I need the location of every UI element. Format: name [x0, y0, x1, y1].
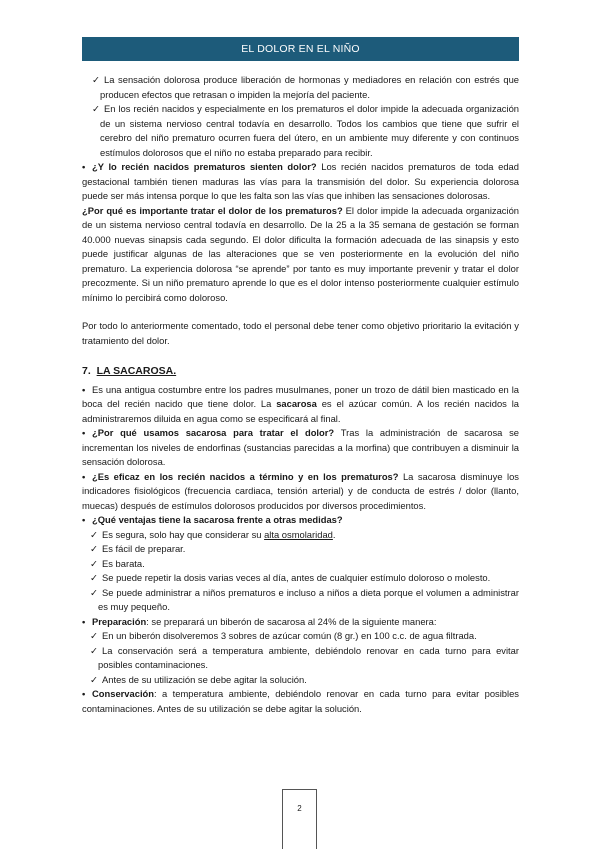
question-paragraph: ¿Por qué es importante tratar el dolor de los prematuros? El dolor impide la adecuada organización de un sistema nervioso central todavía en desarrollo. De la 25 a la 35 semana de gestación se forman 40.000 nuevas sinapsis cada segundo. El dolor dificulta la formación adecuada de las sinapsis y esto puede justificar algunas de las alteraciones que se ven posteriormente en la evolución del niño prematuro. La experiencia dolorosa “se aprende” por tanto es muy importante prevenir y tratar el dolor precozmente. Si un niño prematuro aprende lo que es el dolor intenso posteriormente cualquier estímulo mínimo lo percibirá como doloroso.: [82, 204, 520, 303]
question-paragraph: • ¿Por qué usamos sacarosa para tratar el dolor? Tras la administración de sacarosa se incrementan los niveles de endorfinas (sustancias parecidas a la morfina) que contribuyen a disminuir la sensación dolorosa.: [82, 427, 519, 467]
checkmark-icon: ✓: [90, 557, 98, 569]
checkmark-icon: ✓: [90, 586, 98, 598]
bullet-icon: •: [82, 383, 86, 395]
conservation-paragraph: • Conservación: a temperatura ambiente, debiéndolo renovar en cada turno para evitar posibles contaminaciones. Antes de su utilización se debe agitar la solución.: [82, 688, 519, 714]
question-paragraph: • ¿Y lo recién nacidos prematuros sienten dolor? Los recién nacidos prematuros de toda edad gestacional también tienen maduras las vías para la transmisión del dolor. Su experiencia dolorosa puede ser más intensa porque lo que les falta son las vías que inhiben las sensaciones dolorosas.: [82, 161, 519, 201]
bullet-icon: •: [82, 427, 86, 438]
checkmark-icon: ✓: [90, 572, 98, 583]
check-item: ✓ En los recién nacidos y especialmente en los prematuros el dolor impide la adecuada organización de un sistema nervioso central todavía en desarrollo. Todos los cambios que tiene que sufrir el cerebro del niño prematuro ocurren fuera del útero, en un ambiente muy diferente y con continuos estímulos dolorosos que el niño no estaba preparado para recibir.: [92, 103, 519, 158]
checkmark-icon: ✓: [90, 673, 98, 685]
section-heading: 7. LA SACAROSA.: [82, 365, 177, 377]
page-content: [82, 73, 519, 716]
question-paragraph: • ¿Es eficaz en los recién nacidos a término y en los prematuros? La sacarosa disminuye los indicadores fisiológicos (frecuencia cardiaca, tensión arterial) y de conducta de estrés / dolor (llanto, muecas) después de estímulos dolorosos producidos por diversos procedimientos.: [82, 470, 519, 511]
bullet-icon: •: [82, 470, 86, 482]
bullet-icon: •: [82, 615, 86, 627]
check-item: ✓ La sensación dolorosa produce liberación de hormonas y mediadores en relación con estrés que producen efectos que retrasan o impiden la mejoría del paciente.: [92, 74, 519, 100]
checkmark-icon: ✓: [92, 103, 100, 114]
bullet-icon: •: [82, 514, 86, 525]
page-number-box: [282, 789, 317, 849]
bullet-icon: •: [82, 688, 86, 699]
check-item: ✓ Es segura, solo hay que considerar su alta osmolaridad.: [82, 528, 519, 543]
bullet-icon: •: [82, 161, 86, 172]
check-item: ✓ Se puede administrar a niños prematuros e incluso a niños a dieta porque el volumen a administrar es muy pequeño.: [90, 586, 519, 612]
check-item: ✓ Es fácil de preparar.: [82, 542, 519, 557]
checkmark-icon: ✓: [90, 644, 98, 656]
intro-paragraph: • Es una antigua costumbre entre los padres musulmanes, poner un trozo de dátil bien masticado en la boca del recién nacido que tiene dolor. La sacarosa es el azúcar común. A los recién nacidos la administraremos diluida en agua como se especificará al final.: [82, 383, 519, 424]
check-item: ✓ Es barata.: [82, 557, 519, 572]
checkmark-icon: ✓: [90, 528, 98, 540]
page-number: 2: [297, 804, 302, 813]
checkmark-icon: ✓: [92, 74, 100, 85]
check-item: ✓ Se puede repetir la dosis varias veces al día, antes de cualquier estímulo doloroso o molesto.: [82, 571, 519, 586]
check-item: ✓ La conservación será a temperatura ambiente, debiéndolo renovar en cada turno para evitar posibles contaminaciones.: [90, 644, 519, 670]
preparation-paragraph: • Preparación: se preparará un biberón de sacarosa al 24% de la siguiente manera:: [82, 615, 519, 630]
check-item: ✓ Antes de su utilización se debe agitar la solución.: [82, 673, 519, 688]
checkmark-icon: ✓: [90, 543, 98, 554]
check-item: ✓ En un biberón disolveremos 3 sobres de azúcar común (8 gr.) en 100 c.c. de agua filtrada.: [82, 629, 519, 644]
question-paragraph: • ¿Qué ventajas tiene la sacarosa frente a otras medidas?: [82, 513, 519, 528]
page-header: EL DOLOR EN EL NIÑO: [82, 37, 519, 61]
checkmark-icon: ✓: [90, 630, 98, 641]
conclusion-paragraph: Por todo lo anteriormente comentado, todo el personal debe tener como objetivo prioritario la evitación y tratamiento del dolor.: [82, 320, 519, 346]
